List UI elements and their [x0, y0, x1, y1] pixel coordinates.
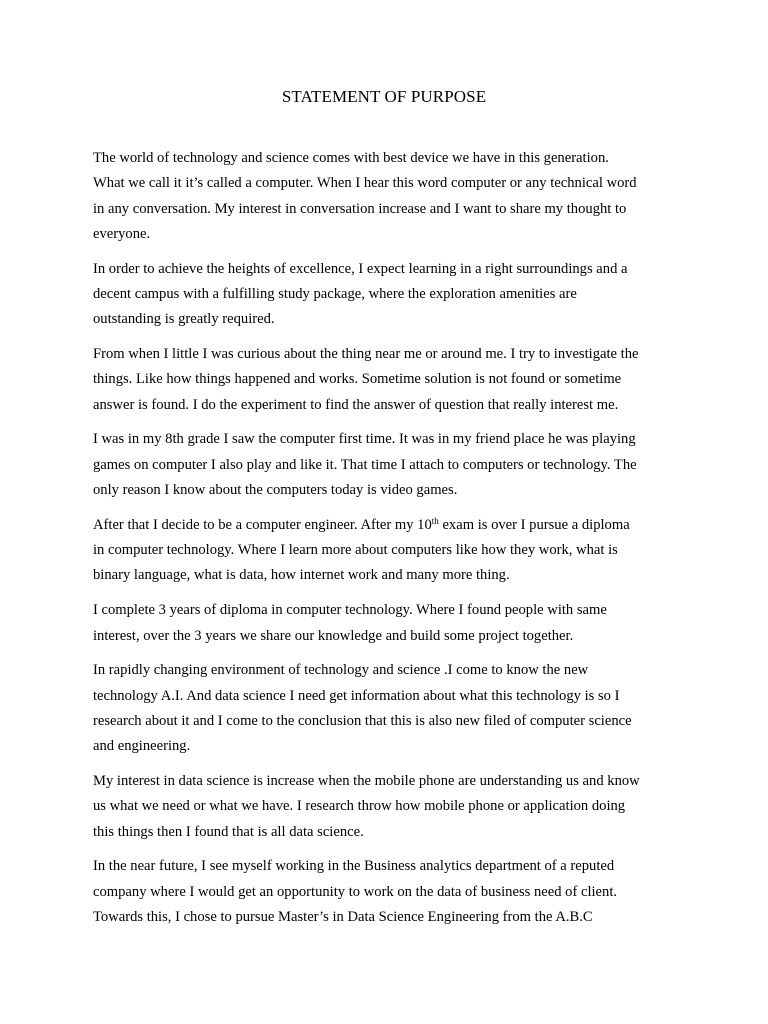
text-segment: After that I decide to be a computer engineer. After my 10 [93, 516, 432, 533]
text-line: only reason I know about the computers today is video games. [93, 482, 458, 499]
text-line: Towards this, I chose to pursue Master’s in Data Science Engineering from the A.B.C [93, 909, 593, 926]
text-line: The world of technology and science comes with best device we have in this generation. [93, 150, 609, 166]
paragraph-6 [93, 598, 693, 649]
text-line: I complete 3 years of diploma in computer technology. Where I found people with same [93, 602, 607, 619]
text-line: What we call it it’s called a computer. When I hear this word computer or any technical word [93, 175, 637, 192]
text-line: decent campus with a fulfilling study package, where the exploration amenities are [93, 285, 577, 302]
paragraph-1 [93, 146, 693, 247]
text-line: I was in my 8th grade I saw the computer first time. It was in my friend place he was playing [93, 431, 636, 448]
text-line: technology A.I. And data science I need get information about what this technology is so I [93, 687, 620, 704]
superscript-ordinal: th [431, 515, 439, 526]
text-line: in computer technology. Where I learn more about computers like how they work, what is [93, 542, 618, 559]
paragraph-2 [93, 257, 693, 333]
text-line: In rapidly changing environment of technology and science .I come to know the new [93, 662, 589, 679]
paragraph-7 [93, 658, 693, 759]
text-line: My interest in data science is increase when the mobile phone are understanding us and know [93, 773, 640, 790]
text-line: answer is found. I do the experiment to find the answer of question that really interest me. [93, 396, 619, 413]
text-line: company where I would get an opportunity to work on the data of business need of client. [93, 883, 618, 900]
text-line: From when I little I was curious about the thing near me or around me. I try to investigate the [93, 346, 639, 363]
text-line: games on computer I also play and like it. That time I attach to computers or technology. The [93, 456, 637, 473]
document-body [93, 146, 693, 940]
text-segment: exam is over I pursue a diploma [438, 516, 630, 533]
paragraph-8 [93, 769, 693, 845]
text-line [93, 513, 693, 538]
paragraph-4 [93, 427, 693, 503]
text-line: this things then I found that is all data science. [93, 823, 364, 840]
text-line: everyone. [93, 225, 151, 242]
text-line: interest, over the 3 years we share our knowledge and build some project together. [93, 627, 574, 644]
text-line: binary language, what is data, how internet work and many more thing. [93, 567, 510, 584]
text-line: us what we need or what we have. I research throw how mobile phone or application doing [93, 798, 626, 815]
text-line: and engineering. [93, 738, 191, 755]
text-line: research about it and I come to the conclusion that this is also new filed of computer science [93, 712, 632, 729]
text-line: In the near future, I see myself working in the Business analytics department of a reputed [93, 858, 615, 875]
paragraph-9 [93, 854, 693, 930]
paragraph-3 [93, 342, 693, 418]
text-line: things. Like how things happened and works. Sometime solution is not found or sometime [93, 371, 622, 388]
text-line: In order to achieve the heights of excellence, I expect learning in a right surroundings and a [93, 260, 628, 277]
paragraph-5 [93, 513, 693, 589]
document-title: STATEMENT OF PURPOSE [281, 87, 487, 106]
text-line: outstanding is greatly required. [93, 311, 275, 328]
text-line: in any conversation. My interest in conversation increase and I want to share my thought to [93, 200, 627, 217]
